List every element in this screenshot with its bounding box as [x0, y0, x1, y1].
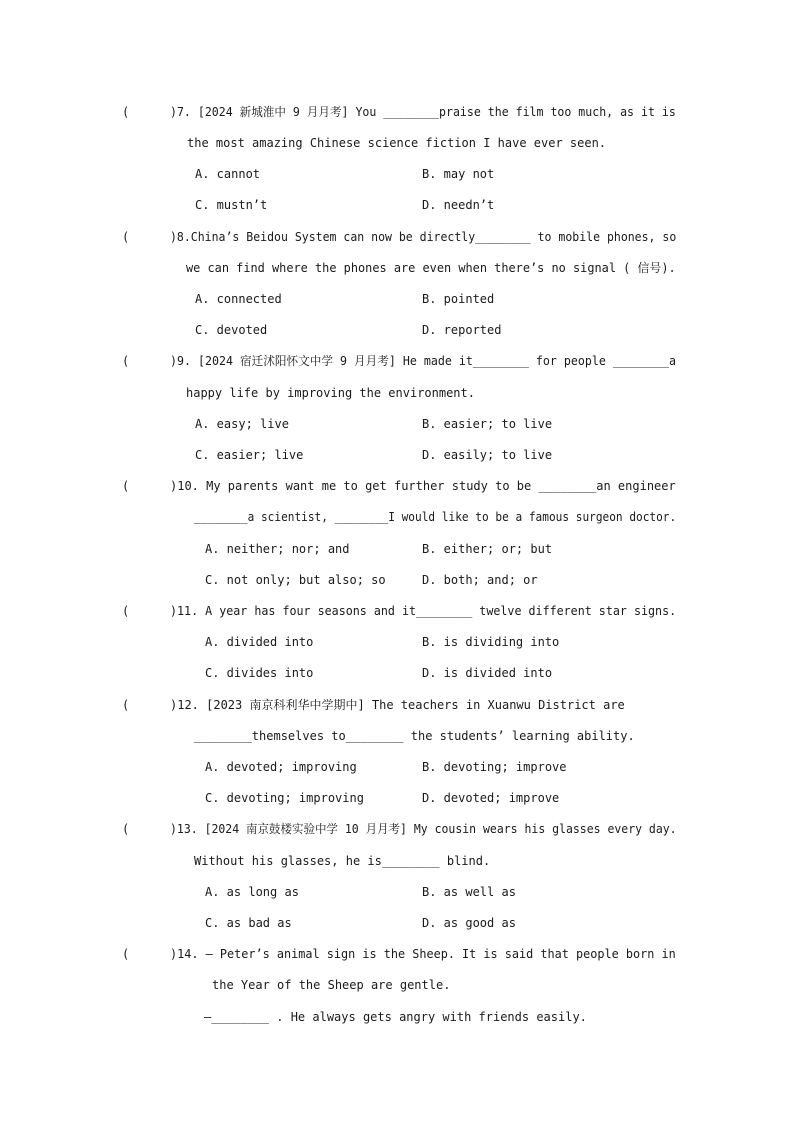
option-a[interactable]: A. easy; live [195, 417, 289, 431]
question-stem-cont: we can find where the phones are even when there’s no signal ( 信号). [186, 261, 676, 275]
option-b[interactable]: B. is dividing into [422, 635, 560, 649]
question-stem-cont: ________a scientist, ________I would like to be a famous surgeon doctor. [194, 510, 677, 524]
option-a[interactable]: A. connected [195, 292, 282, 306]
option-c[interactable]: C. devoted [195, 323, 268, 337]
option-c[interactable]: C. devoting; improving [205, 791, 364, 805]
answer-paren[interactable]: ( [122, 604, 130, 618]
option-d[interactable]: D. needn’t [422, 198, 495, 212]
option-b[interactable]: B. may not [422, 167, 495, 181]
dialogue-response: —________ . He always gets angry with friends easily. [204, 1010, 587, 1024]
answer-paren[interactable]: ( [122, 230, 130, 244]
answer-paren[interactable]: ( [122, 479, 130, 493]
option-c[interactable]: C. as bad as [205, 916, 292, 930]
option-b[interactable]: B. as well as [422, 885, 516, 899]
question-stem-cont: Without his glasses, he is________ blind. [194, 854, 491, 868]
question-stem: )8.China’s Beidou System can now be directly________ to mobile phones, so [170, 230, 677, 244]
option-a[interactable]: A. neither; nor; and [205, 542, 350, 556]
answer-paren[interactable]: ( [122, 698, 130, 712]
answer-paren[interactable]: ( [122, 822, 130, 836]
option-d[interactable]: D. both; and; or [422, 573, 538, 587]
question-stem: )7. [2024 新城淮中 9 月月考] You ________praise the film too much, as it is [170, 105, 676, 119]
option-a[interactable]: A. divided into [205, 635, 314, 649]
option-d[interactable]: D. devoted; improve [422, 791, 560, 805]
answer-paren[interactable]: ( [122, 947, 130, 961]
option-b[interactable]: B. devoting; improve [422, 760, 567, 774]
option-c[interactable]: C. not only; but also; so [205, 573, 386, 587]
question-stem: )10. My parents want me to get further study to be ________an engineer [170, 479, 676, 493]
option-d[interactable]: D. reported [422, 323, 502, 337]
option-c[interactable]: C. mustn’t [195, 198, 268, 212]
question-stem: )13. [2024 南京鼓楼实验中学 10 月月考] My cousin wears his glasses every day. [170, 822, 677, 836]
option-a[interactable]: A. devoted; improving [205, 760, 357, 774]
question-stem-cont: the Year of the Sheep are gentle. [212, 978, 451, 992]
option-c[interactable]: C. easier; live [195, 448, 304, 462]
option-d[interactable]: D. as good as [422, 916, 516, 930]
option-a[interactable]: A. cannot [195, 167, 261, 181]
option-b[interactable]: B. pointed [422, 292, 495, 306]
question-stem: )12. [2023 南京科利华中学期中] The teachers in Xuanwu District are [170, 698, 625, 712]
question-stem: )9. [2024 宿迁沭阳怀文中学 9 月月考] He made it________ for people ________a [170, 354, 676, 368]
option-d[interactable]: D. easily; to live [422, 448, 553, 462]
answer-paren[interactable]: ( [122, 354, 130, 368]
option-c[interactable]: C. divides into [205, 666, 314, 680]
question-stem: )11. A year has four seasons and it________ twelve different star signs. [170, 604, 677, 618]
question-stem-cont: ________themselves to________ the students’ learning ability. [194, 729, 635, 743]
option-d[interactable]: D. is divided into [422, 666, 553, 680]
question-stem: )14. — Peter’s animal sign is the Sheep. It is said that people born in [170, 947, 676, 961]
option-a[interactable]: A. as long as [205, 885, 299, 899]
question-stem-cont: happy life by improving the environment. [186, 386, 475, 400]
option-b[interactable]: B. easier; to live [422, 417, 553, 431]
answer-paren[interactable]: ( [122, 105, 130, 119]
question-stem-cont: the most amazing Chinese science fiction I have ever seen. [187, 136, 607, 150]
option-b[interactable]: B. either; or; but [422, 542, 553, 556]
